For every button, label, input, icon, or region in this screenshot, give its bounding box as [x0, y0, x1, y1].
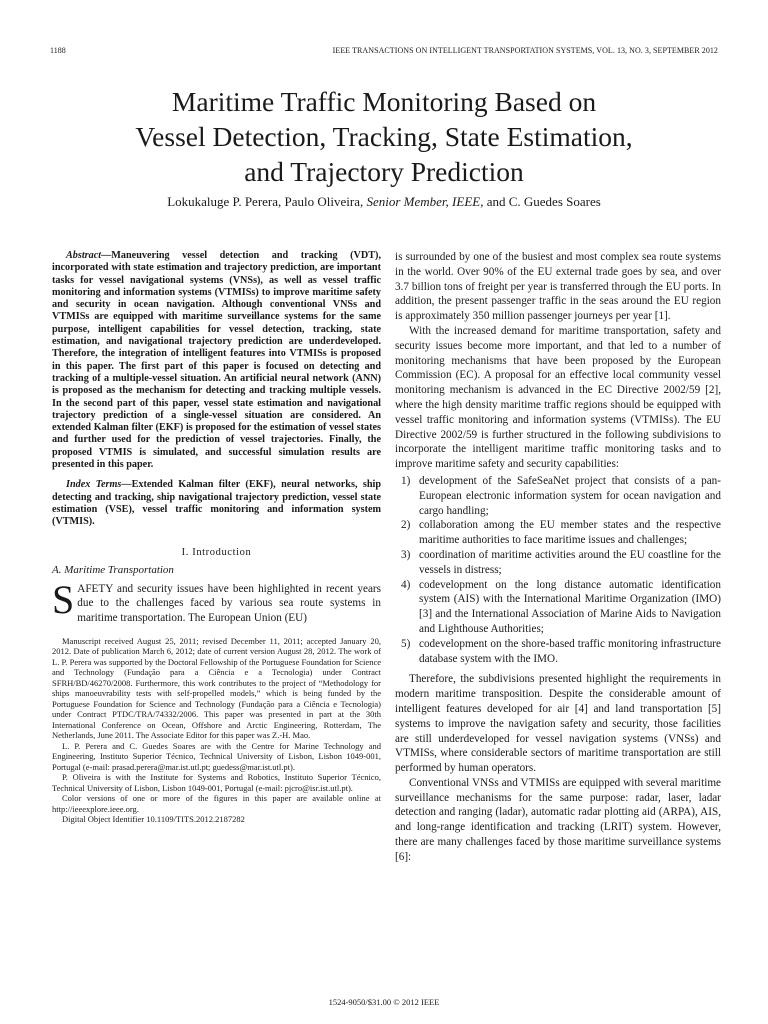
- list-text: development of the SafeSeaNet project that consists of a pan-European electronic information system for ocean navigation and cargo handling;: [419, 474, 721, 517]
- index-terms-lead: Index Terms: [66, 479, 122, 491]
- list-number: 5): [401, 637, 411, 650]
- list-number: 3): [401, 548, 411, 561]
- right-column: [395, 250, 721, 865]
- footnotes: [52, 636, 381, 825]
- author-list: [60, 194, 708, 210]
- title-line-2: Vessel Detection, Tracking, State Estimation,: [135, 121, 633, 152]
- list-item: [395, 474, 721, 518]
- list-number: 4): [401, 578, 411, 591]
- footnote-affiliation-2: P. Oliveira is with the Institute for Systems and Robotics, Instituto Superior Técnico, Technical University of Lisbon, Lisbon 1049-001, Portugal (e-mail: pjcro@isr.ist.utl.pt).: [52, 772, 381, 793]
- left-column: [52, 250, 381, 825]
- author-membership: Senior Member, IEEE: [366, 194, 481, 209]
- abstract-lead: Abstract: [66, 250, 102, 261]
- page-number: 1188: [50, 46, 66, 55]
- footnote-doi: Digital Object Identifier 10.1109/TITS.2012.2187282: [62, 814, 245, 825]
- directive-list: [395, 474, 721, 666]
- copyright-footer: 1524-9050/$31.00 © 2012 IEEE: [328, 997, 440, 1007]
- intro-text: AFETY and security issues have been highlighted in recent years due to the challenges faced by various sea route systems in maritime transportation. The European Union (EU): [77, 582, 381, 625]
- paper-title: [60, 84, 708, 189]
- body-paragraph: Conventional VNSs and VTMISs are equipped with several maritime surveillance mechanisms for the same purpose: radar, laser, ladar detection and ranging (ladar), automatic radar plotting aid (ARPA), AIS, and long-range identification and tracking (LRIT) system. However, there are many challenges faced by those maritime surveillance systems [6]:: [395, 776, 721, 863]
- list-number: 2): [401, 519, 411, 532]
- abstract-text: —Maneuvering vessel detection and tracking (VDT), incorporated with state estimation and trajectory prediction, are important tasks for vessel navigational systems (VNSs), as well as vessel traffic monitoring and information systems (VTMISs) to improve maritime safety and security in ocean navigation. Although conventional VNSs and VTMISs are equipped with maritime surveillance systems for the same purpose, intelligent capabilities for vessel detection, tracking, state estimation, and navigational trajectory prediction are underdeveloped. Therefore, the integration of intelligent features into VTMISs is proposed in this paper. The first part of this paper is focused on detecting and tracking of a multiple-vessel situation. An artificial neural network (ANN) is proposed as the mechanism for detecting and tracking multiple vessels. In the second part of this paper, vessel state estimation and navigational trajectory prediction of a single-vessel situation are considered. An extended Kalman filter (EKF) is proposed for the estimation of vessel states and further used for the prediction of vessel trajectories. Finally, the proposed VTMIS is simulated, and successful simulation results are presented in this paper.: [52, 250, 381, 471]
- list-item: [395, 548, 721, 578]
- list-text: collaboration among the EU member states and the respective maritime authorities to face maritime issues and challenges;: [419, 519, 721, 547]
- footnote-manuscript: Manuscript received August 25, 2011; revised December 11, 2011; accepted January 20, 2012. Date of publication March 6, 2012; date of current version August 28, 2012. The work of L. P. Perera was supported by the Doctoral Fellowship of the Portuguese Foundation for Science and Technology (Fundação para a Ciência e a Tecnologia) under Contract SFRH/BD/46270/2008. Furthermore, this work contributes to the project of “Methodology for ships manoeuvrability tests with self-propelled models,” which is being funded by the Portuguese Foundation for Science and Technology (Fundação para a Ciência e Tecnologia) under Contract PTDC/TRA/74332/2006. This paper was presented in part at the 30th International Conference on Ocean, Offshore and Arctic Engineering, Rotterdam, The Netherlands, June 2011. The Associate Editor for this paper was Z.-H. Mao.: [52, 635, 381, 741]
- list-item: [395, 637, 721, 667]
- list-item: [395, 518, 721, 548]
- title-line-3: and Trajectory Prediction: [244, 156, 524, 187]
- index-terms: [52, 479, 381, 528]
- list-item: [395, 578, 721, 637]
- index-terms-text: —Extended Kalman filter (EKF), neural networks, ship detecting and tracking, ship navigational trajectory prediction, vessel state estimation (VSE), vessel traffic monitoring and information system (VTMIS).: [52, 479, 381, 528]
- list-text: codevelopment on the long distance automatic identification system (AIS) with the International Maritime Organization (IMO) [3] and the International Association of Marine Aids to Navigation and Lighthouse Authorities;: [419, 578, 721, 635]
- body-paragraph: With the increased demand for maritime transportation, safety and security issues become more important, and that led to a number of monitoring mechanisms that have been proposed by the European Commission (EC). A proposal for an effective local community vessel monitoring mechanism is advanced in the EC Directive 2002/59 [2], where the high density maritime traffic regions should be equipped with vessel traffic monitoring and information systems (VTMISs). The EU Directive 2002/59 is further structured in the following subdivisions to incorporate the intelligent maritime traffic monitoring tasks and to improve maritime safety and security capabilities:: [395, 324, 721, 471]
- subsection-heading: A. Maritime Transportation: [52, 563, 174, 576]
- abstract: [52, 250, 381, 471]
- body-paragraph: Therefore, the subdivisions presented highlight the requirements in modern maritime transposition. Despite the considerable amount of intelligent features developed for air [4] and land transportation [5] systems to improve the navigation safety and security, those facilities are still underdeveloped for vessel navigation systems (VNSs) and VTMISs, where considerable sectors of maritime transportation are still performed by human operators.: [395, 673, 721, 775]
- list-text: codevelopment on the shore-based traffic monitoring infrastructure database system with the IMO.: [419, 637, 721, 665]
- intro-paragraph: [52, 576, 381, 626]
- running-header: IEEE TRANSACTIONS ON INTELLIGENT TRANSPORTATION SYSTEMS, VOL. 13, NO. 3, SEPTEMBER 2012: [332, 46, 718, 55]
- authors-before: Lokukaluge P. Perera, Paulo Oliveira,: [167, 194, 367, 209]
- list-text: coordination of maritime activities around the EU coastline for the vessels in distress;: [419, 548, 721, 576]
- title-line-1: Maritime Traffic Monitoring Based on: [171, 86, 597, 117]
- section-heading: I. Introduction: [181, 546, 252, 558]
- body-paragraph: is surrounded by one of the busiest and most complex sea route systems in the world. Over 90% of the EU external trade goes by sea, and over 3.7 billion tons of freight per year is transferred through the EU ports. In addition, the present passenger traffic in the seas around the EU region is approximately 350 million passenger journeys per year [1].: [395, 251, 721, 323]
- drop-cap: S: [52, 576, 75, 622]
- authors-after: , and C. Guedes Soares: [480, 194, 601, 209]
- footnote-color-versions: Color versions of one or more of the figures in this paper are available online at http://ieeexplore.ieee.org.: [52, 793, 381, 814]
- footnote-affiliation-1: L. P. Perera and C. Guedes Soares are with the Centre for Marine Technology and Engineering, Instituto Superior Técnico, Technical University of Lisbon, Lisbon 1049-001, Portugal (e-mail: prasad.perera@mar.ist.utl.pt; guedess@mar.ist.utl.pt).: [52, 740, 381, 772]
- list-number: 1): [401, 474, 411, 487]
